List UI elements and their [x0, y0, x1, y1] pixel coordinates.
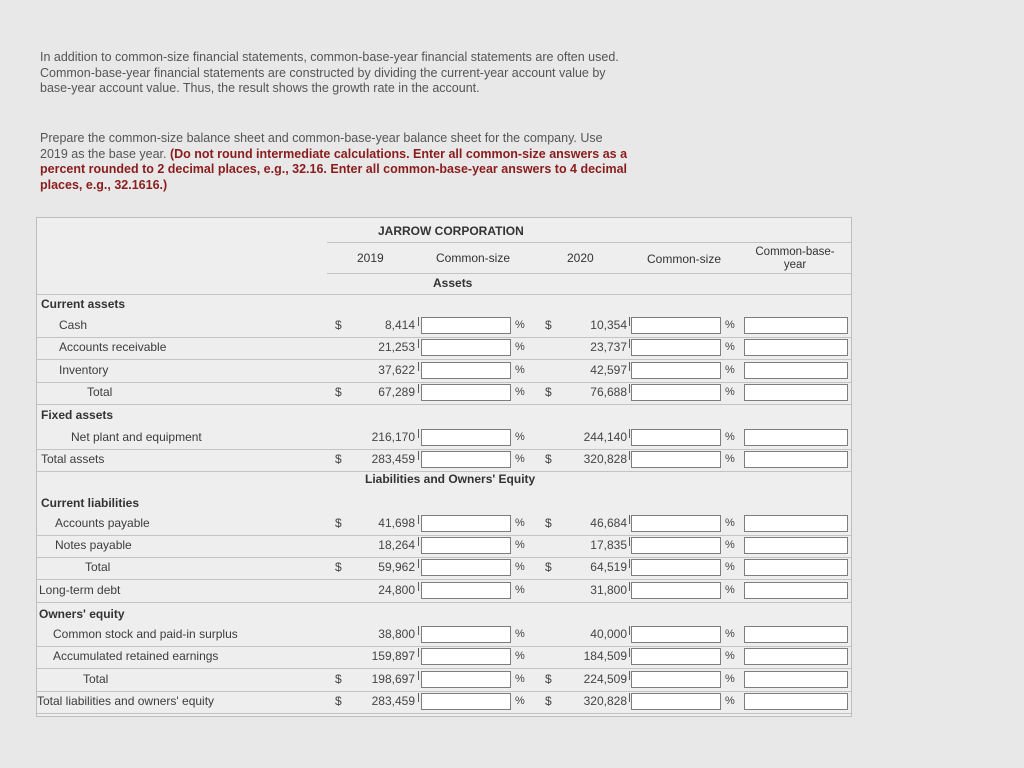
- total-assets-common-size-2020-input[interactable]: [631, 451, 721, 468]
- common-stock-2020-tick: [629, 626, 630, 635]
- accounts-payable-2019-tick: [418, 515, 419, 524]
- long-term-debt-2020-percent: %: [725, 584, 735, 596]
- inventory-2020-value: 42,597: [590, 363, 627, 377]
- current-assets-heading: Current assets: [41, 297, 126, 311]
- notes-payable-2019-value: 18,264: [378, 538, 415, 552]
- accounts-receivable-common-base-year-input[interactable]: [744, 339, 848, 356]
- common-stock-2019-tick: [418, 626, 419, 635]
- total-liabilities-equity-2019-value: 283,459: [371, 694, 415, 708]
- equity-total-2020-value: 224,509: [583, 672, 627, 686]
- total-liabilities-equity-common-size-2020-input[interactable]: [631, 693, 721, 710]
- cash-2020-percent: %: [725, 319, 735, 331]
- total-assets-2020-tick: [629, 451, 630, 460]
- total-liabilities-equity-2020-percent: %: [725, 695, 735, 707]
- common-stock-common-size-2019-input[interactable]: [421, 626, 511, 643]
- net-plant-2020-percent: %: [725, 431, 735, 443]
- current-assets-total-2019-percent: %: [515, 386, 525, 398]
- common-stock-label: Common stock and paid-in surplus: [53, 627, 238, 641]
- accounts-payable-2020-percent: %: [725, 517, 735, 529]
- accounts-payable-2020-dollar: $: [545, 516, 552, 530]
- retained-earnings-common-base-year-input[interactable]: [744, 648, 848, 665]
- notes-payable-2019-percent: %: [515, 539, 525, 551]
- total-liabilities-equity-label: Total liabilities and owners' equity: [37, 694, 215, 708]
- total-assets-2020-dollar: $: [545, 452, 552, 466]
- long-term-debt-common-size-2020-input[interactable]: [631, 582, 721, 599]
- total-liabilities-equity-2020-value: 320,828: [583, 694, 627, 708]
- current-assets-total-2020-percent: %: [725, 386, 735, 398]
- accounts-receivable-2020-value: 23,737: [590, 340, 627, 354]
- equity-total-2019-percent: %: [515, 673, 525, 685]
- current-liabilities-total-2020-tick: [629, 559, 630, 568]
- inventory-common-size-2019-input[interactable]: [421, 362, 511, 379]
- cash-2020-dollar: $: [545, 318, 552, 332]
- total-liabilities-equity-2019-dollar: $: [335, 694, 342, 708]
- total-assets-2020-percent: %: [725, 453, 735, 465]
- net-plant-common-size-2020-input[interactable]: [631, 429, 721, 446]
- total-assets-common-size-2019-input[interactable]: [421, 451, 511, 468]
- total-assets-row-line: [37, 471, 851, 472]
- total-liabilities-equity-2020-dollar: $: [545, 694, 552, 708]
- equity-total-2020-tick: [629, 671, 630, 680]
- current-liabilities-total-2019-tick: [418, 559, 419, 568]
- inventory-row-line: [37, 382, 851, 383]
- notes-payable-common-size-2020-input[interactable]: [631, 537, 721, 554]
- prepare-text: Prepare the common-size balance sheet and common-base-year balance sheet for the company. Use 2019 as the base year.: [40, 131, 603, 161]
- notes-payable-2020-tick: [629, 537, 630, 546]
- retained-earnings-2020-value: 184,509: [583, 649, 627, 663]
- long-term-debt-2020-tick: [629, 582, 630, 591]
- long-term-debt-2019-tick: [418, 582, 419, 591]
- current-liabilities-total-2019-percent: %: [515, 561, 525, 573]
- net-plant-2019-tick: [418, 429, 419, 438]
- requirements-text: (Do not round intermediate calculations. Enter all common-size answers as a percent rounded to 2 decimal places, e.g., 32.16. Enter all common-base-year answers to 4 decimal places, e.g., 32.1616.): [40, 146, 628, 192]
- current-assets-total-2019-dollar: $: [335, 385, 342, 399]
- cash-2019-dollar: $: [335, 318, 342, 332]
- inventory-common-base-year-input[interactable]: [744, 362, 848, 379]
- accounts-payable-common-base-year-input[interactable]: [744, 515, 848, 532]
- equity-total-2020-percent: %: [725, 673, 735, 685]
- accounts-payable-2019-percent: %: [515, 517, 525, 529]
- accounts-receivable-common-size-2020-input[interactable]: [631, 339, 721, 356]
- common-stock-2019-percent: %: [515, 628, 525, 640]
- total-liabilities-equity-row-line: [37, 713, 851, 714]
- net-plant-common-size-2019-input[interactable]: [421, 429, 511, 446]
- total-assets-label: Total assets: [41, 452, 105, 466]
- cash-2020-tick: [629, 317, 630, 326]
- accounts-payable-2020-tick: [629, 515, 630, 524]
- notes-payable-2019-tick: [418, 537, 419, 546]
- section-assets: Assets: [433, 276, 473, 290]
- retained-earnings-2019-percent: %: [515, 650, 525, 662]
- inventory-2020-tick: [629, 362, 630, 371]
- current-liabilities-total-2019-value: 59,962: [378, 560, 415, 574]
- notes-payable-common-base-year-input[interactable]: [744, 537, 848, 554]
- current-assets-total-common-base-year-input[interactable]: [744, 384, 848, 401]
- total-assets-2020-value: 320,828: [583, 452, 627, 466]
- accounts-receivable-row-line: [37, 359, 851, 360]
- long-term-debt-label: Long-term debt: [39, 583, 121, 597]
- current-assets-total-2020-tick: [629, 384, 630, 393]
- net-plant-row-line: [37, 449, 851, 450]
- accounts-payable-2019-value: 41,698: [378, 516, 415, 530]
- long-term-debt-row-line: [37, 602, 851, 603]
- current-liabilities-heading: Current liabilities: [41, 496, 140, 510]
- current-liabilities-total-label: Total: [85, 560, 111, 574]
- current-liabilities-total-common-base-year-input[interactable]: [744, 559, 848, 576]
- retained-earnings-label: Accumulated retained earnings: [53, 649, 219, 663]
- equity-total-common-size-2019-input[interactable]: [421, 671, 511, 688]
- net-plant-common-base-year-input[interactable]: [744, 429, 848, 446]
- total-assets-2019-dollar: $: [335, 452, 342, 466]
- fixed-assets-heading: Fixed assets: [41, 408, 114, 422]
- instructions-paragraph: [40, 131, 630, 193]
- current-liabilities-total-2020-percent: %: [725, 561, 735, 573]
- net-plant-2019-value: 216,170: [371, 430, 415, 444]
- common-stock-2019-value: 38,800: [378, 627, 415, 641]
- total-liabilities-equity-common-size-2019-input[interactable]: [421, 693, 511, 710]
- long-term-debt-common-size-2019-input[interactable]: [421, 582, 511, 599]
- cash-label: Cash: [59, 318, 88, 332]
- retained-earnings-2020-tick: [629, 648, 630, 657]
- cash-2019-value: 8,414: [384, 318, 415, 332]
- inventory-2020-percent: %: [725, 364, 735, 376]
- notes-payable-common-size-2019-input[interactable]: [421, 537, 511, 554]
- equity-total-2020-dollar: $: [545, 672, 552, 686]
- retained-earnings-common-size-2019-input[interactable]: [421, 648, 511, 665]
- notes-payable-label: Notes payable: [55, 538, 132, 552]
- total-assets-2019-tick: [418, 451, 419, 460]
- common-stock-common-size-2020-input[interactable]: [631, 626, 721, 643]
- total-liabilities-equity-2019-percent: %: [515, 695, 525, 707]
- inventory-2019-percent: %: [515, 364, 525, 376]
- inventory-2019-tick: [418, 362, 419, 371]
- equity-total-common-size-2020-input[interactable]: [631, 671, 721, 688]
- current-assets-total-2019-value: 67,289: [378, 385, 415, 399]
- common-stock-2020-percent: %: [725, 628, 735, 640]
- cash-2019-percent: %: [515, 319, 525, 331]
- long-term-debt-2019-percent: %: [515, 584, 525, 596]
- accounts-receivable-2019-tick: [418, 339, 419, 348]
- total-liabilities-equity-common-base-year-input[interactable]: [744, 693, 848, 710]
- retained-earnings-2019-tick: [418, 648, 419, 657]
- notes-payable-row-line: [37, 557, 851, 558]
- long-term-debt-2019-value: 24,800: [378, 583, 415, 597]
- inventory-common-size-2020-input[interactable]: [631, 362, 721, 379]
- current-assets-total-2020-dollar: $: [545, 385, 552, 399]
- current-liabilities-total-2019-dollar: $: [335, 560, 342, 574]
- retained-earnings-row-line: [37, 668, 851, 669]
- current-assets-total-row-line: [37, 404, 851, 405]
- header-common-size-2020: Common-size: [647, 252, 722, 266]
- accounts-receivable-2020-percent: %: [725, 341, 735, 353]
- current-liabilities-total-row-line: [37, 579, 851, 580]
- equity-total-common-base-year-input[interactable]: [744, 671, 848, 688]
- current-assets-total-common-size-2020-input[interactable]: [631, 384, 721, 401]
- total-assets-2019-value: 283,459: [371, 452, 415, 466]
- accounts-receivable-common-size-2019-input[interactable]: [421, 339, 511, 356]
- balance-sheet-table: [36, 217, 852, 717]
- total-liabilities-equity-2020-tick: [629, 693, 630, 702]
- accounts-receivable-2020-tick: [629, 339, 630, 348]
- total-assets-common-base-year-input[interactable]: [744, 451, 848, 468]
- accounts-receivable-2019-percent: %: [515, 341, 525, 353]
- current-liabilities-total-common-size-2020-input[interactable]: [631, 559, 721, 576]
- accounts-payable-common-size-2019-input[interactable]: [421, 515, 511, 532]
- cash-row-line: [37, 337, 851, 338]
- common-stock-2020-value: 40,000: [590, 627, 627, 641]
- inventory-2019-value: 37,622: [378, 363, 415, 377]
- header-common-size-2019: Common-size: [436, 251, 511, 265]
- cash-common-size-2020-input[interactable]: [631, 317, 721, 334]
- accounts-payable-label: Accounts payable: [55, 516, 150, 530]
- current-assets-total-2019-tick: [418, 384, 419, 393]
- common-stock-common-base-year-input[interactable]: [744, 626, 848, 643]
- accounts-payable-common-size-2020-input[interactable]: [631, 515, 721, 532]
- net-plant-2019-percent: %: [515, 431, 525, 443]
- notes-payable-2020-value: 17,835: [590, 538, 627, 552]
- net-plant-2020-value: 244,140: [583, 430, 627, 444]
- owners-equity-heading: Owners' equity: [39, 607, 125, 621]
- equity-total-2019-tick: [418, 671, 419, 680]
- company-title: JARROW CORPORATION: [378, 224, 524, 238]
- header-2019: 2019: [357, 251, 384, 265]
- current-liabilities-total-common-size-2019-input[interactable]: [421, 559, 511, 576]
- long-term-debt-common-base-year-input[interactable]: [744, 582, 848, 599]
- cash-2020-value: 10,354: [590, 318, 627, 332]
- accounts-payable-row-line: [37, 535, 851, 536]
- common-stock-row-line: [37, 646, 851, 647]
- equity-total-label: Total: [83, 672, 109, 686]
- cash-common-base-year-input[interactable]: [744, 317, 848, 334]
- section-liabilities-equity: Liabilities and Owners' Equity: [365, 472, 536, 486]
- accounts-receivable-2019-value: 21,253: [378, 340, 415, 354]
- net-plant-2020-tick: [629, 429, 630, 438]
- accounts-payable-2020-value: 46,684: [590, 516, 627, 530]
- long-term-debt-2020-value: 31,800: [590, 583, 627, 597]
- equity-total-2019-dollar: $: [335, 672, 342, 686]
- cash-common-size-2019-input[interactable]: [421, 317, 511, 334]
- intro-paragraph: In addition to common-size financial statements, common-base-year financial statements are often used. Common-base-year financial statements are constructed by dividing the current-year account value by base-year account value. Thus, the result shows the growth rate in the account.: [40, 50, 619, 95]
- total-assets-2019-percent: %: [515, 453, 525, 465]
- retained-earnings-common-size-2020-input[interactable]: [631, 648, 721, 665]
- current-liabilities-total-2020-value: 64,519: [590, 560, 627, 574]
- current-liabilities-total-2020-dollar: $: [545, 560, 552, 574]
- total-liabilities-equity-2019-tick: [418, 693, 419, 702]
- cash-2019-tick: [418, 317, 419, 326]
- inventory-label: Inventory: [59, 363, 109, 377]
- accounts-payable-2019-dollar: $: [335, 516, 342, 530]
- current-assets-total-label: Total: [87, 385, 113, 399]
- accounts-receivable-label: Accounts receivable: [59, 340, 167, 354]
- net-plant-label: Net plant and equipment: [71, 430, 202, 444]
- equity-total-row-line: [37, 691, 851, 692]
- notes-payable-2020-percent: %: [725, 539, 735, 551]
- header-common-base-year: Common-base-year: [755, 246, 835, 271]
- retained-earnings-2019-value: 159,897: [371, 649, 415, 663]
- current-assets-total-2020-value: 76,688: [590, 385, 627, 399]
- current-assets-total-common-size-2019-input[interactable]: [421, 384, 511, 401]
- retained-earnings-2020-percent: %: [725, 650, 735, 662]
- header-2020: 2020: [567, 251, 594, 265]
- equity-total-2019-value: 198,697: [371, 672, 415, 686]
